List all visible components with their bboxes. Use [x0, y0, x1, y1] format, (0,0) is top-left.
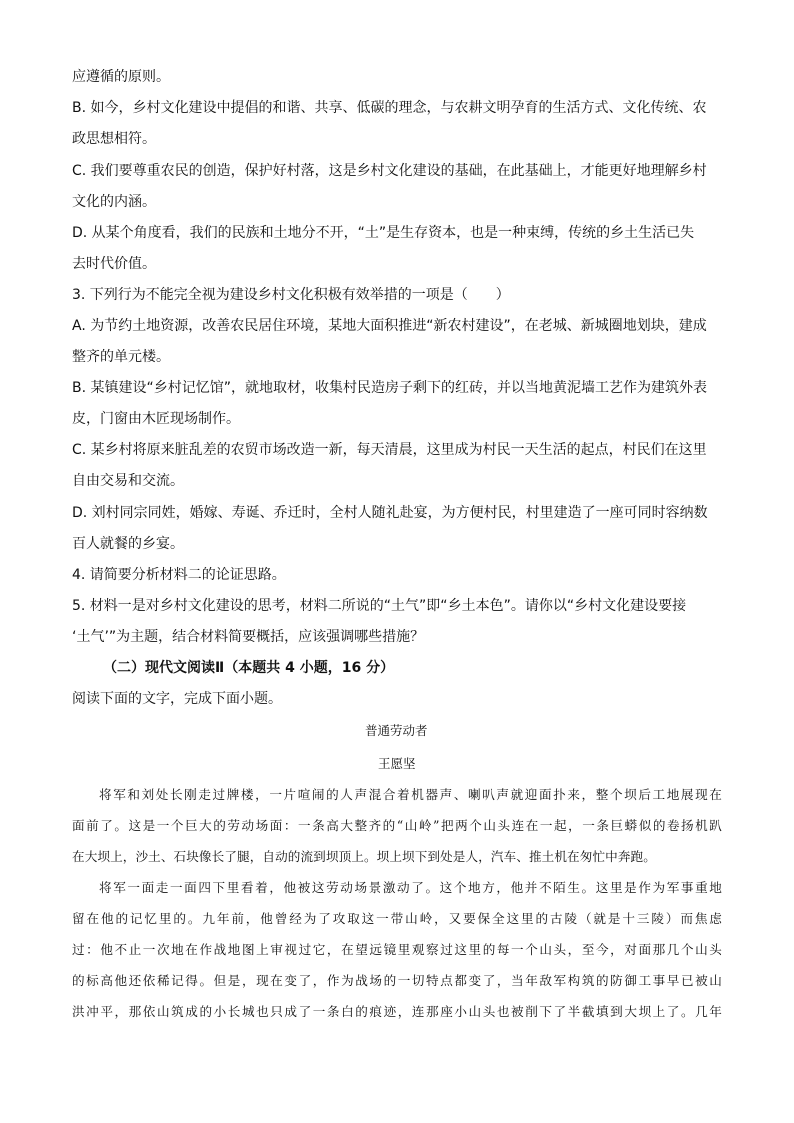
article-line: 将军一面走一面四下里看着，他被这劳动场景激动了。这个地方，他并不陌生。这里是作为军事重地	[99, 880, 722, 895]
text-line: 皮，门窗由木匠现场制作。	[72, 411, 240, 427]
option-d-line: D. 刘村同宗同姓，婚嫁、寿诞、乔迁时，全村人随礼赴宴，为方便村民，村里建造了一座可同时容纳数	[72, 505, 708, 521]
question-5: 5. 材料一是对乡村文化建设的思考，材料二所说的“土气”即“乡土本色”。请你以“乡村文化建设要接	[72, 598, 687, 614]
article-line: 面前了。这是一个巨大的劳动场面：一条高大整齐的“山岭”把两个山头连在一起，一条巨蟒似的卷扬机趴	[72, 818, 722, 833]
article-author: 王愿坚	[378, 756, 416, 771]
instruction-line: 阅读下面的文字，完成下面小题。	[72, 691, 282, 707]
article-line: 过：他不止一次地在作战地图上审视过它，在望远镜里观察过这里的每一个山头，至今，对面那几个山头	[72, 942, 722, 957]
text-line: 百人就餐的乡宴。	[72, 536, 184, 552]
text-line: 应遵循的原则。	[72, 69, 170, 85]
option-b-line: B. 某镇建设“乡村记忆馆”，就地取材，收集村民造房子剩下的红砖，并以当地黄泥墙工艺作为建筑外表	[72, 380, 708, 396]
article-title: 普通劳动者	[365, 723, 428, 738]
option-b-line: B. 如今，乡村文化建设中提倡的和谐、共享、低碳的理念，与农耕文明孕育的生活方式、文化传统、农	[72, 100, 707, 116]
question-3: 3. 下列行为不能完全视为建设乡村文化积极有效举措的一项是（ ）	[72, 287, 510, 303]
article-line: 留在他的记忆里的。九年前，他曾经为了攻取这一带山岭，又要保全这里的古陵（就是十三陵）而焦虑	[72, 911, 722, 926]
text-line: 整齐的单元楼。	[72, 349, 170, 365]
option-d-line: D. 从某个角度看，我们的民族和土地分不开，“土”是生存资本，也是一种束缚，传统的乡土生活已失	[72, 225, 695, 241]
text-line: 文化的内涵。	[72, 194, 156, 210]
text-line: 政思想相符。	[72, 131, 156, 147]
text-line: 去时代价值。	[72, 256, 156, 272]
section-heading: （二）现代文阅读Ⅱ（本题共 4 小题，16 分）	[103, 660, 395, 676]
option-a-line: A. 为节约土地资源，改善农民居住环境，某地大面积推进“新农村建设”，在老城、新城圈地划块，建成	[72, 318, 707, 334]
article-line: 将军和刘处长刚走过牌楼，一片喧闹的人声混合着机器声、喇叭声就迎面扑来，整个坝后工地展现在	[99, 787, 722, 802]
text-line: ‘土气’”为主题，结合材料简要概括，应该强调哪些措施？	[72, 629, 425, 645]
option-c-line: C. 某乡村将原来脏乱差的农贸市场改造一新，每天清晨，这里成为村民一天生活的起点，村民们在这里	[72, 442, 707, 458]
question-4: 4. 请简要分析材料二的论证思路。	[72, 567, 286, 583]
article-line: 在大坝上，沙土、石块像长了腿，自动的流到坝顶上。坝上坝下到处是人，汽车、推土机在匆忙中奔跑。	[72, 849, 656, 864]
text-line: 自由交易和交流。	[72, 473, 184, 489]
option-c-line: C. 我们要尊重农民的创造，保护好村落，这是乡村文化建设的基础，在此基础上，才能更好地理解乡村	[72, 163, 707, 179]
article-line: 的标高他还依稀记得。但是，现在变了，作为战场的一切特点都变了，当年敌军构筑的防御工事早已被山	[72, 973, 722, 988]
article-line: 洪冲平，那依山筑成的小长城也只成了一条白的痕迹，连那座小山头也被削下了半截填到大坝上了。几年	[72, 1004, 722, 1019]
